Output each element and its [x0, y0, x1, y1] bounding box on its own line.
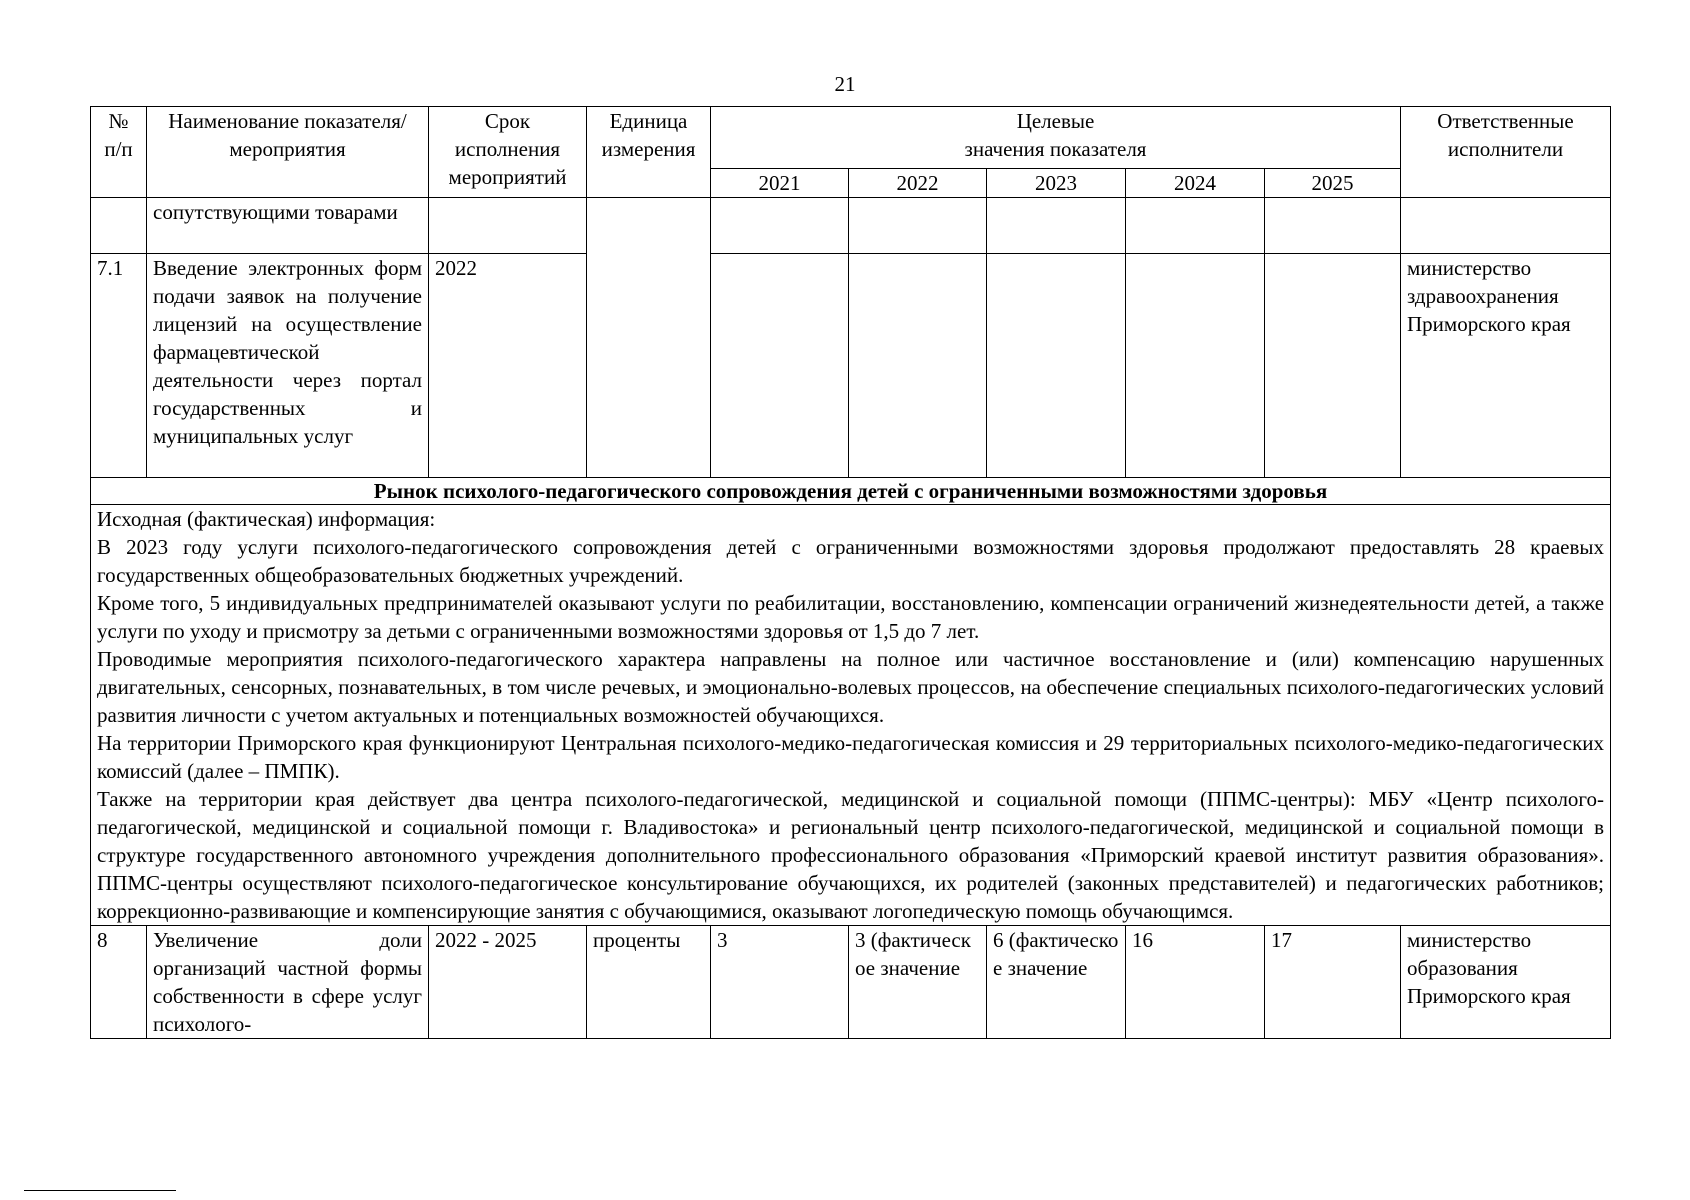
- row-7-1-name: Введение электронных форм подачи заявок на получение лицензий на осуществление фармацевтической деятельности через портал государственных и муниципальных услуг: [147, 254, 429, 478]
- info-paragraph: Кроме того, 5 индивидуальных предпринимателей оказывают услуги по реабилитации, восстановлению, компенсации ограничений жизнедеятельности детей, а также услуги по уходу и присмотру за детьми с ограниченными возможностями здоровья от 1,5 до 7 лет.: [97, 591, 1605, 643]
- cont-2021: [711, 198, 849, 254]
- row-8-num: 8: [91, 926, 147, 1039]
- header-year-2022: 2022: [849, 169, 987, 198]
- header-num: № п/п: [91, 107, 147, 198]
- cont-responsible: [1401, 198, 1611, 254]
- row-7-1-responsible: министерство здравоохранения Приморского края: [1401, 254, 1611, 478]
- header-deadline: Срок исполнения мероприятий: [429, 107, 587, 198]
- info-paragraph: Исходная (фактическая) информация:: [97, 507, 436, 531]
- cont-deadline: [429, 198, 587, 254]
- cont-2025: [1265, 198, 1401, 254]
- row-8-unit: проценты: [587, 926, 711, 1039]
- cont-2022: [849, 198, 987, 254]
- header-name: Наименование показателя/мероприятия: [147, 107, 429, 198]
- row-7-1-deadline: 2022: [429, 254, 587, 478]
- info-paragraph: Также на территории края действует два центра психолого-педагогической, медицинской и социальной помощи (ППМС-центры): МБУ «Центр психолого-педагогической, медицинской и социальной помощи г. Владивостока» и региональный центр психолого-педагогической, медицинской и социальной помощи в структуре государственного автономного учреждения дополнительного профессионального образования «Приморский краевой институт развития образования». ППМС-центры осуществляют психолого-педагогическое консультирование обучающихся, их родителей (законных представителей) и педагогических работников; коррекционно-развивающие и компенсирующие занятия с обучающимися, оказывают логопедическую помощь обучающимся.: [97, 787, 1605, 923]
- row-8-2025: 17: [1265, 926, 1401, 1039]
- info-paragraph: В 2023 году услуги психолого-педагогического сопровождения детей с ограниченными возможностями здоровья продолжают предоставлять 28 краевых государственных общеобразовательных бюджетных учреждений.: [97, 535, 1605, 587]
- info-paragraph: На территории Приморского края функционируют Центральная психолого-медико-педагогическая комиссия и 29 территориальных психолого-медико-педагогических комиссий (далее – ПМПК).: [97, 731, 1605, 783]
- header-targets: Целевые значения показателя: [711, 107, 1401, 169]
- header-responsible: Ответственные исполнители: [1401, 107, 1611, 198]
- row-7-1-2023: [987, 254, 1126, 478]
- row-8-2021: 3: [711, 926, 849, 1039]
- header-unit: Единица измерения: [587, 107, 711, 198]
- row-7-1-2024: [1126, 254, 1265, 478]
- cont-unit: [587, 198, 711, 478]
- header-year-2021: 2021: [711, 169, 849, 198]
- indicators-table: [90, 106, 1611, 1039]
- row-8-2023: 6 (фактическое значение: [987, 926, 1126, 1039]
- header-year-2025: 2025: [1265, 169, 1401, 198]
- row-7-1-2021: [711, 254, 849, 478]
- row-7-1-2025: [1265, 254, 1401, 478]
- row-8-responsible: министерство образования Приморского края: [1401, 926, 1611, 1039]
- footnote-separator: [24, 1190, 176, 1191]
- row-7-1-2022: [849, 254, 987, 478]
- info-paragraph: Проводимые мероприятия психолого-педагогического характера направлены на полное или частичное восстановление и (или) компенсацию нарушенных двигательных, сенсорных, познавательных, в том числе речевых, и эмоционально-волевых процессов, на обеспечение специальных психолого-педагогических условий развития личности с учетом актуальных и потенциальных возможностей обучающихся.: [97, 647, 1605, 727]
- cont-2023: [987, 198, 1126, 254]
- row-8-deadline: 2022 - 2025: [429, 926, 587, 1039]
- row-8-2022: 3 (фактическое значение: [849, 926, 987, 1039]
- section-title: Рынок психолого-педагогического сопровождения детей с ограниченными возможностями здоровья: [91, 478, 1611, 505]
- cont-name: сопутствующими товарами: [147, 198, 429, 254]
- cont-num: [91, 198, 147, 254]
- header-year-2023: 2023: [987, 169, 1126, 198]
- section-info: [91, 505, 1611, 926]
- header-year-2024: 2024: [1126, 169, 1265, 198]
- row-7-1-num: 7.1: [91, 254, 147, 478]
- page-number: 21: [834, 72, 856, 96]
- row-8-2024: 16: [1126, 926, 1265, 1039]
- cont-2024: [1126, 198, 1265, 254]
- row-8-name: Увеличение доли организаций частной формы собственности в сфере услуг психолого-: [147, 926, 429, 1039]
